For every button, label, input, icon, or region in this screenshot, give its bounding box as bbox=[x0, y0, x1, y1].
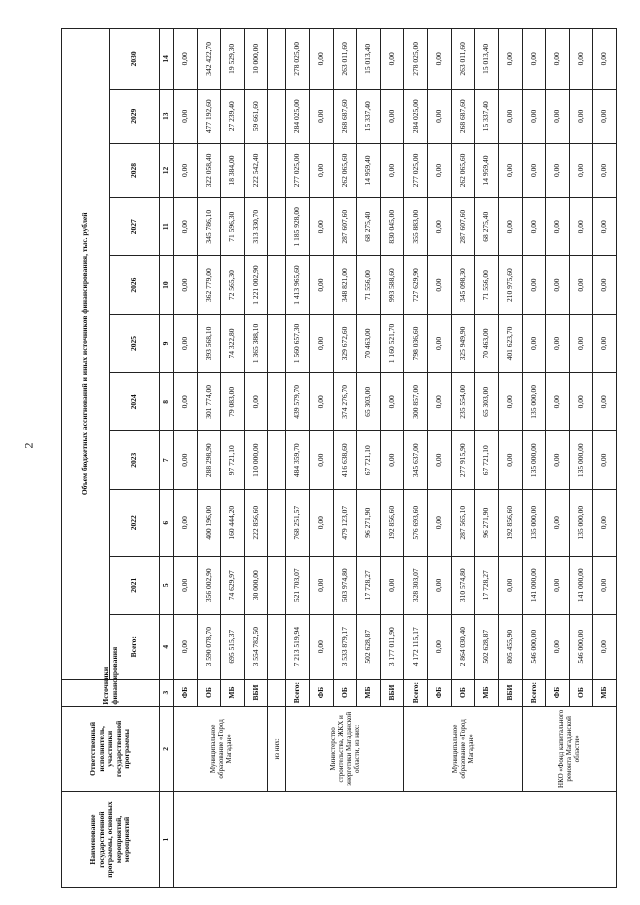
value-cell: 18 384,00 bbox=[221, 143, 245, 197]
value-cell: 0,00 bbox=[310, 373, 334, 431]
value-cell: 0,00 bbox=[522, 314, 546, 372]
value-cell: 345 786,10 bbox=[197, 198, 221, 256]
value-cell: 356 002,90 bbox=[197, 556, 221, 614]
value-cell: 0,00 bbox=[593, 373, 617, 431]
column-number: 12 bbox=[160, 143, 174, 197]
header-source-col: Источники финансирования bbox=[62, 679, 160, 706]
value-cell: 268 687,60 bbox=[451, 89, 475, 143]
value-cell: 15 013,40 bbox=[475, 29, 499, 90]
value-cell: 0,00 bbox=[569, 143, 593, 197]
value-cell: 400 196,00 bbox=[197, 489, 221, 556]
value-cell: 74 322,80 bbox=[221, 314, 245, 372]
value-cell: 0,00 bbox=[569, 314, 593, 372]
value-cell: 96 271,90 bbox=[475, 489, 499, 556]
value-cell: 0,00 bbox=[569, 256, 593, 314]
header-year: 2029 bbox=[110, 89, 160, 143]
responsible-cell: НКО «Фонд капитального ремонта Магаданской области» bbox=[522, 706, 616, 791]
value-cell: 59 661,60 bbox=[244, 89, 268, 143]
value-cell: 2 864 030,40 bbox=[451, 614, 475, 679]
value-cell: 0,00 bbox=[428, 489, 452, 556]
value-cell bbox=[268, 314, 286, 372]
value-cell: 0,00 bbox=[498, 143, 522, 197]
value-cell: 300 857,00 bbox=[404, 373, 428, 431]
source-cell: МБ bbox=[593, 679, 617, 706]
value-cell: 1 560 657,30 bbox=[286, 314, 310, 372]
column-number: 6 bbox=[160, 489, 174, 556]
value-cell: 3 177 011,90 bbox=[380, 614, 404, 679]
source-cell: ФБ bbox=[310, 679, 334, 706]
value-cell: 10 000,00 bbox=[244, 29, 268, 90]
value-cell: 14 959,40 bbox=[357, 143, 381, 197]
value-cell: 135 000,00 bbox=[522, 489, 546, 556]
value-cell: 0,00 bbox=[310, 198, 334, 256]
value-cell: 0,00 bbox=[380, 556, 404, 614]
value-cell: 15 013,40 bbox=[357, 29, 381, 90]
source-cell: ФБ bbox=[174, 679, 198, 706]
value-cell: 222 542,40 bbox=[244, 143, 268, 197]
column-number: 2 bbox=[160, 706, 174, 791]
value-cell: 401 623,70 bbox=[498, 314, 522, 372]
value-cell: 0,00 bbox=[428, 431, 452, 489]
value-cell: 0,00 bbox=[593, 489, 617, 556]
value-cell: 830 045,00 bbox=[380, 198, 404, 256]
value-cell: 0,00 bbox=[174, 489, 198, 556]
source-cell: Всего: bbox=[404, 679, 428, 706]
value-cell: 0,00 bbox=[522, 29, 546, 90]
value-cell: 0,00 bbox=[428, 556, 452, 614]
source-cell bbox=[268, 679, 286, 706]
value-cell: 362 779,00 bbox=[197, 256, 221, 314]
value-cell: 576 693,60 bbox=[404, 489, 428, 556]
value-cell: 288 298,90 bbox=[197, 431, 221, 489]
value-cell bbox=[268, 143, 286, 197]
column-number: 5 bbox=[160, 556, 174, 614]
value-cell: 0,00 bbox=[498, 198, 522, 256]
value-cell: 0,00 bbox=[522, 198, 546, 256]
header-year: 2022 bbox=[110, 489, 160, 556]
value-cell: 0,00 bbox=[174, 89, 198, 143]
column-number: 13 bbox=[160, 89, 174, 143]
value-cell: 15 337,40 bbox=[475, 89, 499, 143]
value-cell: 0,00 bbox=[428, 614, 452, 679]
source-cell: ФБ bbox=[546, 679, 570, 706]
value-cell: 0,00 bbox=[174, 29, 198, 90]
value-cell: 0,00 bbox=[546, 431, 570, 489]
value-cell: 0,00 bbox=[522, 256, 546, 314]
value-cell: 0,00 bbox=[569, 373, 593, 431]
value-cell: 0,00 bbox=[428, 198, 452, 256]
header-name-col: Наименование государственной программы, основных мероприятий, мероприятий bbox=[62, 792, 160, 888]
value-cell: 278 025,00 bbox=[286, 29, 310, 90]
value-cell: 345 098,30 bbox=[451, 256, 475, 314]
value-cell: 110 000,00 bbox=[244, 431, 268, 489]
value-cell: 345 637,00 bbox=[404, 431, 428, 489]
value-cell: 0,00 bbox=[546, 614, 570, 679]
value-cell: 72 565,30 bbox=[221, 256, 245, 314]
value-cell: 0,00 bbox=[174, 431, 198, 489]
value-cell: 135 000,00 bbox=[522, 431, 546, 489]
value-cell: 277 915,90 bbox=[451, 431, 475, 489]
table-row bbox=[522, 29, 546, 888]
value-cell: 287 607,60 bbox=[333, 198, 357, 256]
value-cell: 160 444,20 bbox=[221, 489, 245, 556]
source-cell: ОБ bbox=[569, 679, 593, 706]
value-cell: 0,00 bbox=[174, 614, 198, 679]
value-cell: 342 422,70 bbox=[197, 29, 221, 90]
value-cell: 0,00 bbox=[244, 373, 268, 431]
column-number: 9 bbox=[160, 314, 174, 372]
value-cell: 27 239,40 bbox=[221, 89, 245, 143]
value-cell: 0,00 bbox=[310, 143, 334, 197]
value-cell: 141 000,00 bbox=[522, 556, 546, 614]
value-cell: 0,00 bbox=[310, 614, 334, 679]
value-cell: 67 721,10 bbox=[475, 431, 499, 489]
value-cell bbox=[268, 89, 286, 143]
value-cell: 74 629,97 bbox=[221, 556, 245, 614]
value-cell: 0,00 bbox=[428, 29, 452, 90]
value-cell: 328 303,07 bbox=[404, 556, 428, 614]
table-row bbox=[174, 29, 198, 888]
value-cell: 97 721,10 bbox=[221, 431, 245, 489]
value-cell: 0,00 bbox=[310, 89, 334, 143]
value-cell: 263 011,60 bbox=[451, 29, 475, 90]
value-cell: 268 687,60 bbox=[333, 89, 357, 143]
value-cell: 348 821,00 bbox=[333, 256, 357, 314]
value-cell: 1 413 965,60 bbox=[286, 256, 310, 314]
value-cell: 284 025,00 bbox=[404, 89, 428, 143]
value-cell: 192 856,60 bbox=[380, 489, 404, 556]
value-cell: 695 515,37 bbox=[221, 614, 245, 679]
value-cell: 135 000,00 bbox=[522, 373, 546, 431]
value-cell: 0,00 bbox=[522, 143, 546, 197]
value-cell: 0,00 bbox=[546, 256, 570, 314]
value-cell: 355 883,00 bbox=[404, 198, 428, 256]
source-cell: ВБИ bbox=[380, 679, 404, 706]
value-cell: 262 065,60 bbox=[333, 143, 357, 197]
value-cell: 0,00 bbox=[569, 89, 593, 143]
value-cell: 0,00 bbox=[174, 198, 198, 256]
value-cell: 322 058,40 bbox=[197, 143, 221, 197]
value-cell: 0,00 bbox=[174, 556, 198, 614]
value-cell: 0,00 bbox=[593, 143, 617, 197]
header-year: 2030 bbox=[110, 29, 160, 90]
value-cell bbox=[268, 489, 286, 556]
value-cell: 0,00 bbox=[310, 431, 334, 489]
header-total: Всего: bbox=[110, 614, 160, 679]
column-number: 11 bbox=[160, 198, 174, 256]
value-cell: 0,00 bbox=[310, 556, 334, 614]
value-cell bbox=[268, 556, 286, 614]
value-cell: 14 959,40 bbox=[475, 143, 499, 197]
value-cell: 798 036,60 bbox=[404, 314, 428, 372]
value-cell: 263 011,60 bbox=[333, 29, 357, 90]
value-cell: 0,00 bbox=[498, 431, 522, 489]
source-cell: ОБ bbox=[451, 679, 475, 706]
header-volume-title: Объем бюджетных ассигнований и иных источников финансирования, тыс. рублей bbox=[62, 29, 110, 680]
source-cell: ФБ bbox=[428, 679, 452, 706]
responsible-cell: из них: bbox=[268, 706, 286, 791]
value-cell: 0,00 bbox=[498, 373, 522, 431]
value-cell: 7 213 519,94 bbox=[286, 614, 310, 679]
value-cell: 235 554,00 bbox=[451, 373, 475, 431]
value-cell: 71 556,00 bbox=[357, 256, 381, 314]
source-cell: МБ bbox=[357, 679, 381, 706]
value-cell: 993 588,60 bbox=[380, 256, 404, 314]
value-cell: 0,00 bbox=[593, 29, 617, 90]
value-cell: 546 000,00 bbox=[522, 614, 546, 679]
value-cell: 0,00 bbox=[380, 89, 404, 143]
responsible-cell: Муниципальное образование «Город Магадан» bbox=[404, 706, 522, 791]
value-cell: 79 083,00 bbox=[221, 373, 245, 431]
value-cell: 0,00 bbox=[593, 198, 617, 256]
value-cell: 0,00 bbox=[310, 256, 334, 314]
value-cell: 0,00 bbox=[428, 373, 452, 431]
value-cell: 0,00 bbox=[593, 314, 617, 372]
source-cell: ВБИ bbox=[498, 679, 522, 706]
column-number: 7 bbox=[160, 431, 174, 489]
value-cell: 0,00 bbox=[380, 143, 404, 197]
value-cell: 502 628,87 bbox=[475, 614, 499, 679]
column-number: 10 bbox=[160, 256, 174, 314]
value-cell: 0,00 bbox=[546, 89, 570, 143]
value-cell: 65 303,00 bbox=[475, 373, 499, 431]
value-cell: 0,00 bbox=[593, 256, 617, 314]
header-year: 2027 bbox=[110, 198, 160, 256]
value-cell: 0,00 bbox=[546, 489, 570, 556]
value-cell bbox=[268, 256, 286, 314]
source-cell: ОБ bbox=[197, 679, 221, 706]
value-cell: 70 463,00 bbox=[357, 314, 381, 372]
column-number: 3 bbox=[160, 679, 174, 706]
value-cell: 503 974,80 bbox=[333, 556, 357, 614]
responsible-cell: Министерство строительства, ЖКХ и энергетики Магаданской области, из них: bbox=[286, 706, 404, 791]
value-cell: 521 703,07 bbox=[286, 556, 310, 614]
value-cell: 70 463,00 bbox=[475, 314, 499, 372]
header-resp-col: Ответственный исполнитель, участники государственной программы bbox=[62, 706, 160, 791]
value-cell: 0,00 bbox=[546, 556, 570, 614]
table-row bbox=[404, 29, 428, 888]
value-cell: 96 271,90 bbox=[357, 489, 381, 556]
source-cell: ОБ bbox=[333, 679, 357, 706]
value-cell: 1 221 002,90 bbox=[244, 256, 268, 314]
header-year: 2024 bbox=[110, 373, 160, 431]
value-cell: 727 629,90 bbox=[404, 256, 428, 314]
value-cell: 135 000,00 bbox=[569, 431, 593, 489]
value-cell: 0,00 bbox=[569, 198, 593, 256]
value-cell: 393 568,10 bbox=[197, 314, 221, 372]
value-cell: 0,00 bbox=[593, 614, 617, 679]
value-cell: 0,00 bbox=[593, 89, 617, 143]
value-cell: 374 276,70 bbox=[333, 373, 357, 431]
header-year: 2025 bbox=[110, 314, 160, 372]
value-cell: 310 574,80 bbox=[451, 556, 475, 614]
value-cell: 0,00 bbox=[174, 373, 198, 431]
value-cell: 0,00 bbox=[428, 256, 452, 314]
value-cell: 502 628,87 bbox=[357, 614, 381, 679]
value-cell: 0,00 bbox=[310, 29, 334, 90]
value-cell: 287 607,60 bbox=[451, 198, 475, 256]
value-cell: 805 455,90 bbox=[498, 614, 522, 679]
value-cell bbox=[268, 373, 286, 431]
source-cell: МБ bbox=[475, 679, 499, 706]
value-cell: 313 330,70 bbox=[244, 198, 268, 256]
value-cell: 192 856,60 bbox=[498, 489, 522, 556]
value-cell: 17 728,27 bbox=[357, 556, 381, 614]
value-cell: 0,00 bbox=[174, 256, 198, 314]
value-cell: 17 728,27 bbox=[475, 556, 499, 614]
value-cell: 0,00 bbox=[498, 29, 522, 90]
value-cell: 439 579,70 bbox=[286, 373, 310, 431]
value-cell: 546 000,00 bbox=[569, 614, 593, 679]
value-cell: 479 123,07 bbox=[333, 489, 357, 556]
value-cell: 65 303,00 bbox=[357, 373, 381, 431]
value-cell: 71 596,30 bbox=[221, 198, 245, 256]
value-cell: 19 529,30 bbox=[221, 29, 245, 90]
value-cell: 284 025,00 bbox=[286, 89, 310, 143]
value-cell: 1 160 521,70 bbox=[380, 314, 404, 372]
value-cell: 3 590 078,70 bbox=[197, 614, 221, 679]
value-cell: 484 359,70 bbox=[286, 431, 310, 489]
value-cell: 4 172 115,17 bbox=[404, 614, 428, 679]
value-cell: 0,00 bbox=[546, 198, 570, 256]
header-year: 2023 bbox=[110, 431, 160, 489]
value-cell: 0,00 bbox=[310, 314, 334, 372]
value-cell: 0,00 bbox=[546, 314, 570, 372]
value-cell: 71 556,00 bbox=[475, 256, 499, 314]
value-cell: 15 337,40 bbox=[357, 89, 381, 143]
value-cell: 68 275,40 bbox=[357, 198, 381, 256]
value-cell: 0,00 bbox=[569, 29, 593, 90]
value-cell: 287 565,10 bbox=[451, 489, 475, 556]
value-cell bbox=[268, 431, 286, 489]
column-number: 14 bbox=[160, 29, 174, 90]
value-cell: 3 554 782,50 bbox=[244, 614, 268, 679]
financing-table bbox=[61, 28, 617, 888]
value-cell: 278 025,00 bbox=[404, 29, 428, 90]
value-cell: 210 975,60 bbox=[498, 256, 522, 314]
column-number: 8 bbox=[160, 373, 174, 431]
value-cell: 0,00 bbox=[498, 556, 522, 614]
value-cell: 0,00 bbox=[428, 143, 452, 197]
rotated-table-container bbox=[61, 28, 617, 888]
value-cell: 3 533 879,17 bbox=[333, 614, 357, 679]
value-cell: 329 672,60 bbox=[333, 314, 357, 372]
value-cell bbox=[268, 29, 286, 90]
value-cell: 1 365 388,10 bbox=[244, 314, 268, 372]
value-cell: 277 025,00 bbox=[404, 143, 428, 197]
header-year: 2026 bbox=[110, 256, 160, 314]
source-cell: МБ bbox=[221, 679, 245, 706]
value-cell: 0,00 bbox=[380, 431, 404, 489]
value-cell: 1 185 928,00 bbox=[286, 198, 310, 256]
value-cell: 768 251,57 bbox=[286, 489, 310, 556]
value-cell: 0,00 bbox=[310, 489, 334, 556]
source-cell: ВБИ bbox=[244, 679, 268, 706]
value-cell: 141 000,00 bbox=[569, 556, 593, 614]
value-cell: 0,00 bbox=[593, 431, 617, 489]
value-cell: 68 275,40 bbox=[475, 198, 499, 256]
value-cell: 0,00 bbox=[428, 314, 452, 372]
page-number: 2 bbox=[21, 442, 36, 449]
value-cell: 0,00 bbox=[380, 29, 404, 90]
header-year: 2021 bbox=[110, 556, 160, 614]
value-cell: 416 638,60 bbox=[333, 431, 357, 489]
column-number: 1 bbox=[160, 792, 174, 888]
value-cell: 477 192,60 bbox=[197, 89, 221, 143]
value-cell: 67 721,10 bbox=[357, 431, 381, 489]
value-cell: 0,00 bbox=[380, 373, 404, 431]
header-year: 2028 bbox=[110, 143, 160, 197]
value-cell: 262 065,60 bbox=[451, 143, 475, 197]
value-cell: 301 774,00 bbox=[197, 373, 221, 431]
value-cell: 277 025,00 bbox=[286, 143, 310, 197]
value-cell: 0,00 bbox=[593, 556, 617, 614]
value-cell bbox=[268, 198, 286, 256]
value-cell: 0,00 bbox=[546, 29, 570, 90]
table-row bbox=[286, 29, 310, 888]
source-cell: Всего: bbox=[522, 679, 546, 706]
value-cell: 222 856,60 bbox=[244, 489, 268, 556]
table-row bbox=[268, 29, 286, 888]
value-cell: 30 000,00 bbox=[244, 556, 268, 614]
value-cell: 0,00 bbox=[174, 314, 198, 372]
program-name-cell bbox=[174, 792, 617, 888]
value-cell: 0,00 bbox=[174, 143, 198, 197]
value-cell: 135 000,00 bbox=[569, 489, 593, 556]
source-cell: Всего: bbox=[286, 679, 310, 706]
responsible-cell: Муниципальное образование «Город Магадан» bbox=[174, 706, 268, 791]
value-cell: 0,00 bbox=[428, 89, 452, 143]
value-cell: 0,00 bbox=[522, 89, 546, 143]
value-cell bbox=[268, 614, 286, 679]
value-cell: 0,00 bbox=[498, 89, 522, 143]
value-cell: 0,00 bbox=[546, 373, 570, 431]
column-number: 4 bbox=[160, 614, 174, 679]
value-cell: 325 949,90 bbox=[451, 314, 475, 372]
value-cell: 0,00 bbox=[546, 143, 570, 197]
